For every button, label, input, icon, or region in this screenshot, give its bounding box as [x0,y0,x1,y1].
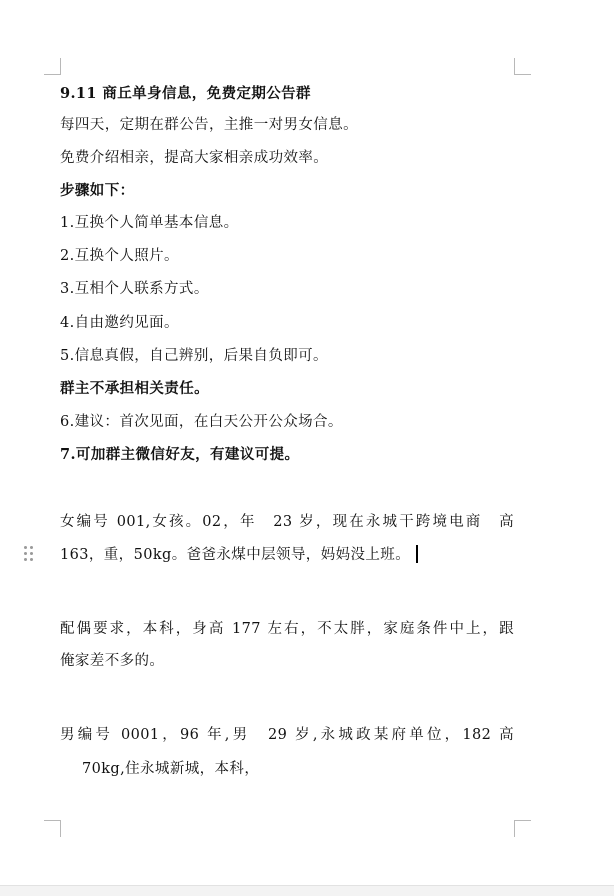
intro-line-2[interactable]: 免费介绍相亲，提高大家相亲成功效率。 [60,150,329,166]
crop-mark-top-left [44,58,61,75]
male-profile-line-2[interactable]: 70kg,住永城新城，本科， [82,761,260,777]
step-item[interactable]: 3.互相个人联系方式。 [60,281,209,297]
male-profile-line-1[interactable]: 男编号 0001，96 年,男 29 岁,永城政某府单位，182 高 [60,727,514,743]
spouse-requirement-line-1[interactable]: 配偶要求，本科，身高 177 左右，不太胖，家庭条件中上，跟 [60,621,514,637]
crop-mark-top-right [514,58,531,75]
female-profile-line-2[interactable] [60,545,418,565]
step-item[interactable]: 2.互换个人照片。 [60,248,179,264]
intro-line-1[interactable]: 每四天，定期在群公告，主推一对男女信息。 [60,117,358,133]
text-caret-icon [416,545,418,563]
step-item[interactable]: 1.互换个人简单基本信息。 [60,215,239,231]
bottom-page-gap [0,885,614,896]
crop-mark-bottom-left [44,820,61,837]
female-profile-line-1[interactable]: 女编号 001,女孩。02，年 23 岁，现在永城干跨境电商 高 [60,514,514,530]
step-7-line[interactable]: 7.可加群主微信好友，有建议可提。 [60,446,300,463]
step-item[interactable]: 5.信息真假，自己辨别，后果自负即可。 [60,348,328,364]
step-6-line[interactable]: 6.建议：首次见面，在白天公开公众场合。 [60,414,343,430]
drag-dot [30,546,33,549]
crop-mark-bottom-right [514,820,531,837]
steps-heading[interactable]: 步骤如下： [60,182,135,199]
step-item[interactable]: 4.自由邀约见面。 [60,315,179,331]
drag-dot [30,552,33,555]
drag-dot [30,558,33,561]
drag-handle-icon[interactable] [24,546,34,562]
disclaimer-line[interactable]: 群主不承担相关责任。 [60,380,209,397]
drag-dot [24,546,27,549]
drag-dot [24,558,27,561]
document-title[interactable]: 9.11 商丘单身信息，免费定期公告群 [60,85,311,102]
female-profile-text[interactable]: 163，重，50kg。爸爸永煤中层领导，妈妈没上班。 [60,547,411,563]
drag-dot [24,552,27,555]
spouse-requirement-line-2[interactable]: 俺家差不多的。 [60,653,165,669]
